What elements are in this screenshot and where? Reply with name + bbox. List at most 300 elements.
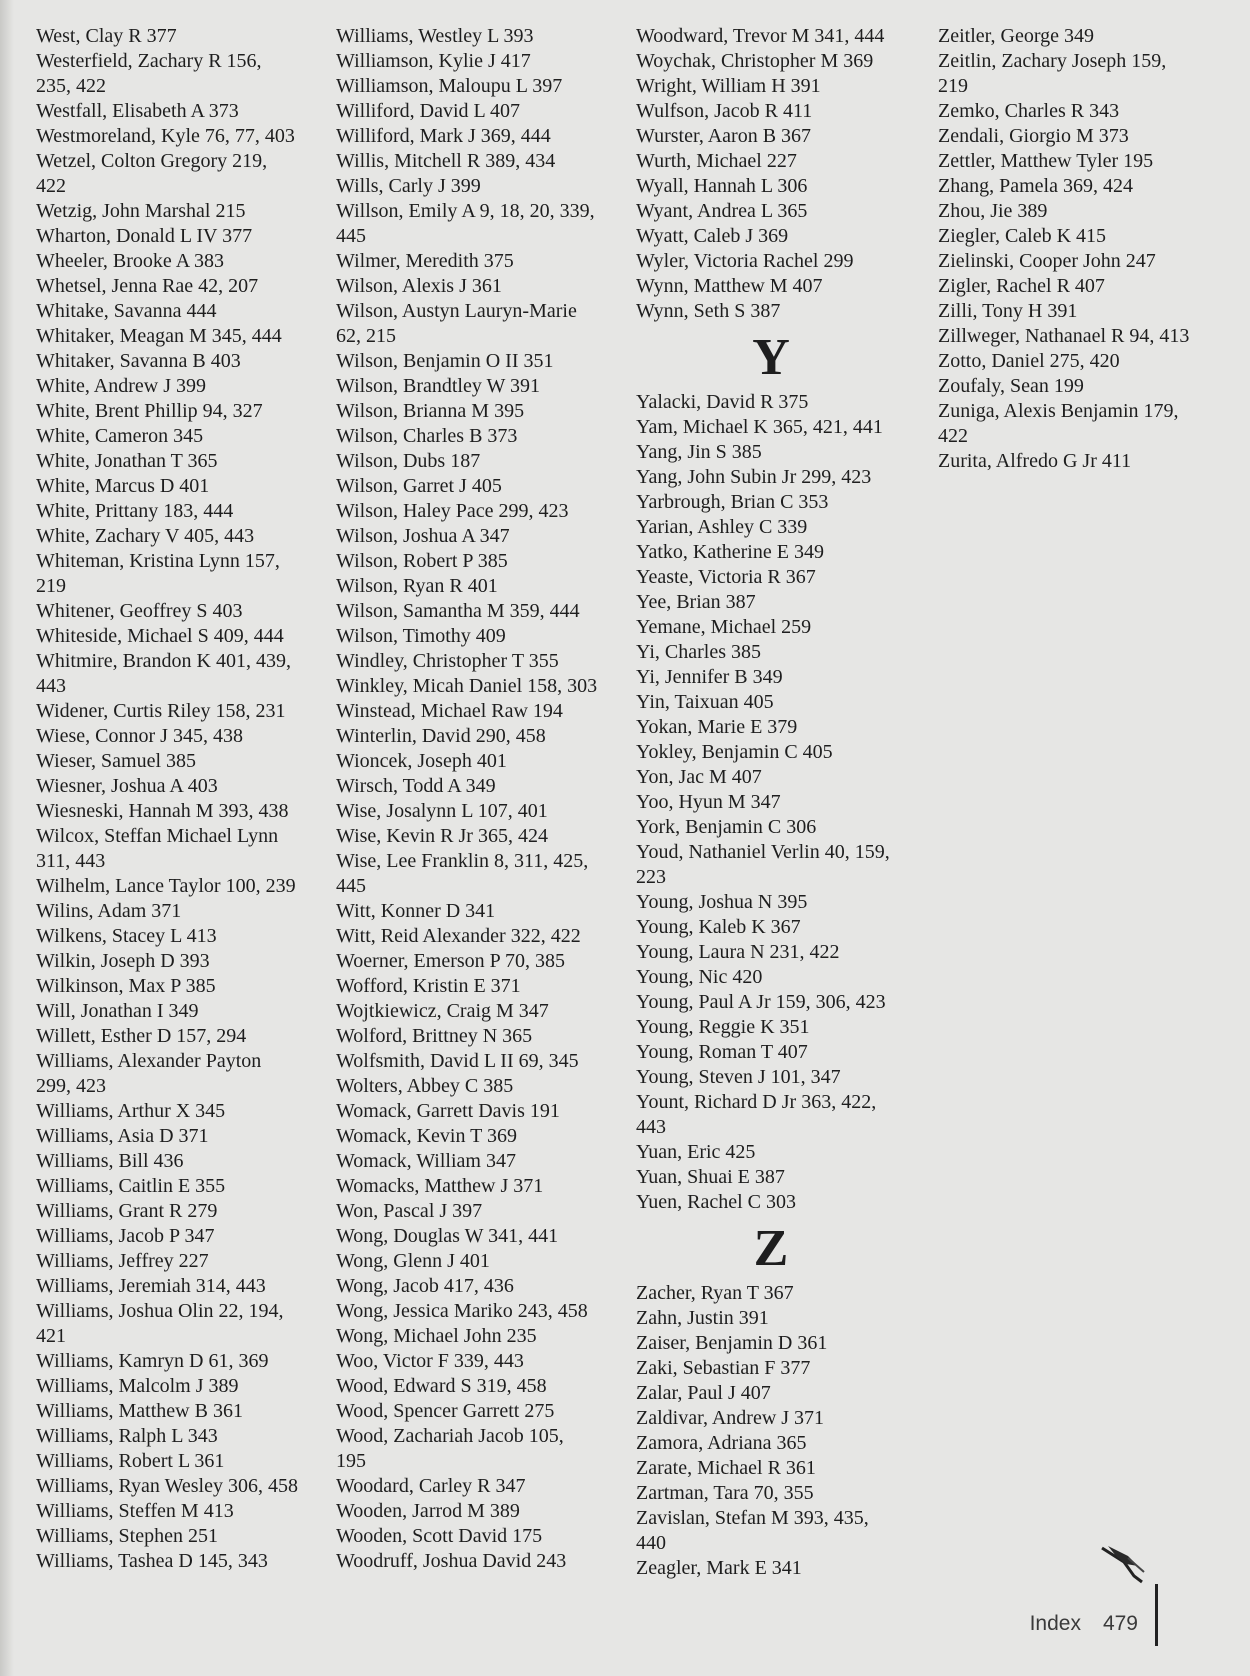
- index-entry: [336, 49, 626, 74]
- index-entry: [636, 815, 926, 840]
- index-entry-text: Williams, Grant R 279: [36, 1200, 218, 1222]
- index-entry-text: Young, Kaleb K 367: [636, 916, 801, 938]
- index-entry: [36, 1099, 326, 1124]
- index-entry: [36, 1149, 326, 1174]
- index-entry: [636, 1481, 926, 1506]
- index-entry-text: Wilhelm, Lance Taylor 100, 239: [36, 875, 296, 897]
- index-entry-continuation: 62, 215: [336, 325, 396, 347]
- index-entry: [336, 499, 626, 524]
- section-letter: Z: [753, 1220, 789, 1277]
- index-entry: [636, 965, 926, 990]
- index-entry-text: Young, Paul A Jr 159, 306, 423: [636, 991, 886, 1013]
- index-entry: [36, 949, 326, 974]
- index-entry-text: Yang, Jin S 385: [636, 441, 762, 463]
- index-entry-text: Zendali, Giorgio M 373: [938, 125, 1129, 147]
- index-column-2: [336, 24, 626, 1574]
- index-entry: [938, 149, 1228, 174]
- index-entry: [636, 940, 926, 965]
- index-entry: [636, 1065, 926, 1090]
- index-entry: [336, 249, 626, 274]
- index-entry: [336, 424, 626, 449]
- index-column-3: [636, 24, 926, 1581]
- index-entry: [336, 1499, 626, 1524]
- index-entry: [336, 1074, 626, 1099]
- index-entry-text: Wilson, Ryan R 401: [336, 575, 498, 597]
- index-entry: [336, 624, 626, 649]
- index-entry: [36, 649, 326, 699]
- index-entry: [636, 24, 926, 49]
- index-entry: [36, 1449, 326, 1474]
- index-entry-text: Wojtkiewicz, Craig M 347: [336, 1000, 549, 1022]
- index-entry: [636, 1406, 926, 1431]
- index-entry: [636, 390, 926, 415]
- index-entry: [36, 1349, 326, 1374]
- index-entry: [636, 415, 926, 440]
- index-entry-text: Williams, Robert L 361: [36, 1450, 225, 1472]
- index-entry: [36, 749, 326, 774]
- index-entry-text: Wong, Douglas W 341, 441: [336, 1225, 559, 1247]
- index-entry: [36, 999, 326, 1024]
- index-entry: [336, 74, 626, 99]
- index-entry-text: Ziegler, Caleb K 415: [938, 225, 1107, 247]
- index-entry: [636, 540, 926, 565]
- index-entry-text: Wiese, Connor J 345, 438: [36, 725, 243, 747]
- index-entry: [336, 1024, 626, 1049]
- index-entry: [36, 824, 326, 874]
- index-entry-text: Wilson, Robert P 385: [336, 550, 508, 572]
- index-entry-text: White, Prittany 183, 444: [36, 500, 234, 522]
- index-entry: [636, 1381, 926, 1406]
- index-entry-text: Witt, Reid Alexander 322, 422: [336, 925, 581, 947]
- index-entry: [938, 249, 1228, 274]
- index-entry-continuation: 299, 423: [36, 1075, 106, 1097]
- index-entry-text: Wiesner, Joshua A 403: [36, 775, 218, 797]
- index-entry-text: Winterlin, David 290, 458: [336, 725, 546, 747]
- index-entry-text: Wong, Jacob 417, 436: [336, 1275, 514, 1297]
- index-entry: [36, 149, 326, 199]
- index-entry-text: Whiteside, Michael S 409, 444: [36, 625, 284, 647]
- index-entry-text: Zacher, Ryan T 367: [636, 1282, 794, 1304]
- index-entry-text: Wood, Edward S 319, 458: [336, 1375, 547, 1397]
- section-letter: Y: [752, 329, 790, 386]
- index-entry: [36, 924, 326, 949]
- index-entry-continuation: 223: [636, 866, 666, 888]
- index-entry: [336, 899, 626, 924]
- index-entry: [36, 774, 326, 799]
- index-entry-text: Yuen, Rachel C 303: [636, 1191, 796, 1213]
- index-entry: [36, 874, 326, 899]
- index-entry-text: Williford, Mark J 369, 444: [336, 125, 551, 147]
- index-entry-text: White, Zachary V 405, 443: [36, 525, 255, 547]
- index-entry: [36, 699, 326, 724]
- index-entry: [336, 1374, 626, 1399]
- index-entry: [336, 174, 626, 199]
- index-entry: [336, 199, 626, 249]
- index-entry: [938, 124, 1228, 149]
- index-column-4: [938, 24, 1228, 474]
- index-entry: [336, 1524, 626, 1549]
- index-entry-text: Williams, Steffen M 413: [36, 1500, 234, 1522]
- index-entry: [636, 74, 926, 99]
- index-entry: [636, 565, 926, 590]
- index-entry: [938, 349, 1228, 374]
- index-entry-text: Wetzig, John Marshal 215: [36, 200, 246, 222]
- index-entry-text: Williams, Kamryn D 61, 369: [36, 1350, 269, 1372]
- index-entry: [636, 224, 926, 249]
- index-entry-text: Zettler, Matthew Tyler 195: [938, 150, 1154, 172]
- index-entry: [938, 399, 1228, 449]
- index-entry: [36, 1374, 326, 1399]
- index-entry-continuation: 219: [938, 75, 968, 97]
- index-entry-text: Wooden, Scott David 175: [336, 1525, 543, 1547]
- index-entry: [636, 1306, 926, 1331]
- index-entry-continuation: 422: [938, 425, 968, 447]
- index-entry: [336, 949, 626, 974]
- index-entry-text: Wharton, Donald L IV 377: [36, 225, 253, 247]
- index-entry: [636, 440, 926, 465]
- index-entry-continuation: 443: [36, 675, 66, 697]
- index-entry-text: Westfall, Elisabeth A 373: [36, 100, 239, 122]
- index-entry: [36, 1199, 326, 1224]
- index-entry-text: Wright, William H 391: [636, 75, 821, 97]
- index-entry: [336, 1149, 626, 1174]
- index-entry-text: Zarate, Michael R 361: [636, 1457, 816, 1479]
- index-entry-text: Zuniga, Alexis Benjamin 179,: [938, 400, 1179, 422]
- index-entry-text: Zalar, Paul J 407: [636, 1382, 771, 1404]
- index-entry: [336, 374, 626, 399]
- index-entry: [36, 124, 326, 149]
- index-entry-text: Wurster, Aaron B 367: [636, 125, 812, 147]
- index-entry: [36, 1249, 326, 1274]
- index-entry-text: Wolford, Brittney N 365: [336, 1025, 533, 1047]
- index-entry-text: Williams, Alexander Payton: [36, 1050, 262, 1072]
- index-entry: [336, 524, 626, 549]
- index-entry: [336, 1049, 626, 1074]
- index-entry: [636, 915, 926, 940]
- index-entry: [36, 1274, 326, 1299]
- index-entry: [636, 615, 926, 640]
- index-entry-text: Wiesneski, Hannah M 393, 438: [36, 800, 289, 822]
- index-entry-text: White, Cameron 345: [36, 425, 204, 447]
- index-entry: [36, 49, 326, 99]
- index-entry: [36, 1174, 326, 1199]
- index-entry: [636, 1040, 926, 1065]
- index-entry-text: Yang, John Subin Jr 299, 423: [636, 466, 872, 488]
- index-entry: [636, 1140, 926, 1165]
- index-entry-text: Yarbrough, Brian C 353: [636, 491, 829, 513]
- index-entry: [36, 1049, 326, 1099]
- index-entry-text: Wilson, Benjamin O II 351: [336, 350, 554, 372]
- index-entry-text: Zielinski, Cooper John 247: [938, 250, 1156, 272]
- index-entry: [36, 724, 326, 749]
- index-entry: [36, 249, 326, 274]
- index-entry-text: Yarian, Ashley C 339: [636, 516, 808, 538]
- index-entry-text: Williams, Ryan Wesley 306, 458: [36, 1475, 298, 1497]
- index-entry-text: Williamson, Kylie J 417: [336, 50, 531, 72]
- index-entry-text: Wise, Kevin R Jr 365, 424: [336, 825, 548, 847]
- index-entry-text: Williamson, Maloupu L 397: [336, 75, 563, 97]
- index-entry-text: Wills, Carly J 399: [336, 175, 481, 197]
- index-entry-text: Wyatt, Caleb J 369: [636, 225, 789, 247]
- index-entry: [938, 299, 1228, 324]
- index-entry: [336, 799, 626, 824]
- index-entry-text: Zahn, Justin 391: [636, 1307, 769, 1329]
- index-entry: [636, 490, 926, 515]
- index-entry-text: Zhou, Jie 389: [938, 200, 1048, 222]
- index-entry-text: Zeitlin, Zachary Joseph 159,: [938, 50, 1167, 72]
- index-entry: [336, 849, 626, 899]
- index-entry-text: Wong, Glenn J 401: [336, 1250, 490, 1272]
- index-entry: [36, 99, 326, 124]
- index-entry-text: Yemane, Michael 259: [636, 616, 812, 638]
- index-entry: [336, 1099, 626, 1124]
- index-entry: [336, 149, 626, 174]
- index-entry: [636, 690, 926, 715]
- index-entry-text: York, Benjamin C 306: [636, 816, 817, 838]
- index-entry-text: Wood, Spencer Garrett 275: [336, 1400, 555, 1422]
- index-entry-text: Widener, Curtis Riley 158, 231: [36, 700, 286, 722]
- index-entry-text: Yatko, Katherine E 349: [636, 541, 824, 563]
- index-entry-text: Winstead, Michael Raw 194: [336, 700, 563, 722]
- index-entry: [336, 924, 626, 949]
- index-entry-text: Zaiser, Benjamin D 361: [636, 1332, 828, 1354]
- index-entry: [36, 1124, 326, 1149]
- index-entry-text: Yuan, Eric 425: [636, 1141, 756, 1163]
- index-columns: [26, 24, 1226, 1604]
- index-entry: [336, 99, 626, 124]
- index-entry: [636, 299, 926, 324]
- index-entry-text: White, Brent Phillip 94, 327: [36, 400, 263, 422]
- index-entry-text: Zavislan, Stefan M 393, 435,: [636, 1507, 869, 1529]
- index-entry-text: Young, Nic 420: [636, 966, 763, 988]
- index-entry-text: Won, Pascal J 397: [336, 1200, 483, 1222]
- index-entry-text: Womack, William 347: [336, 1150, 516, 1172]
- index-entry-continuation: 219: [36, 575, 66, 597]
- page-footer: [1008, 1612, 1138, 1636]
- index-entry: [636, 274, 926, 299]
- index-entry: [636, 665, 926, 690]
- index-entry-text: Williams, Westley L 393: [336, 25, 534, 47]
- index-entry-text: Willis, Mitchell R 389, 434: [336, 150, 556, 172]
- index-entry-continuation: 235, 422: [36, 75, 106, 97]
- index-entry: [336, 674, 626, 699]
- index-entry: [336, 649, 626, 674]
- index-entry: [938, 49, 1228, 99]
- index-entry-text: Wynn, Matthew M 407: [636, 275, 823, 297]
- index-entry: [36, 374, 326, 399]
- index-entry-text: Wilson, Haley Pace 299, 423: [336, 500, 569, 522]
- index-entry: [36, 224, 326, 249]
- index-entry: [938, 99, 1228, 124]
- footer-section-label: Index: [1029, 1612, 1081, 1635]
- index-entry: [36, 624, 326, 649]
- index-entry-text: Williams, Caitlin E 355: [36, 1175, 226, 1197]
- index-entry: [636, 174, 926, 199]
- index-entry: [636, 715, 926, 740]
- index-entry-text: Whitmire, Brandon K 401, 439,: [36, 650, 291, 672]
- index-entry-text: Zaldivar, Andrew J 371: [636, 1407, 825, 1429]
- index-entry: [36, 424, 326, 449]
- index-entry: [636, 1281, 926, 1306]
- index-entry-text: Williams, Matthew B 361: [36, 1400, 243, 1422]
- index-entry-text: Wilson, Brandtley W 391: [336, 375, 540, 397]
- index-entry-text: Williams, Ralph L 343: [36, 1425, 218, 1447]
- index-entry-text: Yuan, Shuai E 387: [636, 1166, 785, 1188]
- index-entry-text: Wilson, Timothy 409: [336, 625, 506, 647]
- index-entry-text: Wilson, Joshua A 347: [336, 525, 510, 547]
- index-entry-continuation: 443: [636, 1116, 666, 1138]
- index-entry-text: Wyall, Hannah L 306: [636, 175, 808, 197]
- index-entry: [36, 324, 326, 349]
- index-entry: [636, 515, 926, 540]
- index-entry: [36, 1424, 326, 1449]
- index-entry: [636, 1556, 926, 1581]
- index-entry: [938, 174, 1228, 199]
- index-entry-text: Williams, Jeffrey 227: [36, 1250, 209, 1272]
- index-entry-text: Womack, Garrett Davis 191: [336, 1100, 560, 1122]
- index-entry-text: Young, Laura N 231, 422: [636, 941, 840, 963]
- index-entry: [36, 449, 326, 474]
- index-entry-text: Yon, Jac M 407: [636, 766, 762, 788]
- index-entry-text: Woodruff, Joshua David 243: [336, 1550, 567, 1572]
- index-entry: [336, 974, 626, 999]
- index-entry: [36, 1549, 326, 1574]
- index-entry: [938, 449, 1228, 474]
- index-entry: [336, 1199, 626, 1224]
- index-entry: [636, 840, 926, 890]
- index-entry-text: Wilkin, Joseph D 393: [36, 950, 210, 972]
- index-entry-text: Williams, Malcolm J 389: [36, 1375, 239, 1397]
- index-entry-text: Wofford, Kristin E 371: [336, 975, 521, 997]
- index-entry: [336, 124, 626, 149]
- index-entry-text: Zigler, Rachel R 407: [938, 275, 1105, 297]
- index-entry-text: Williford, David L 407: [336, 100, 520, 122]
- index-entry-text: Woerner, Emerson P 70, 385: [336, 950, 566, 972]
- index-entry-text: White, Jonathan T 365: [36, 450, 218, 472]
- index-entry-text: Yeaste, Victoria R 367: [636, 566, 816, 588]
- index-entry: [36, 24, 326, 49]
- index-entry-text: Young, Steven J 101, 347: [636, 1066, 841, 1088]
- index-entry: [36, 1224, 326, 1249]
- index-entry: [336, 1424, 626, 1474]
- index-entry: [636, 249, 926, 274]
- index-entry-text: Williams, Bill 436: [36, 1150, 184, 1172]
- index-entry: [636, 640, 926, 665]
- index-column-1: [36, 24, 326, 1574]
- index-entry: [336, 1399, 626, 1424]
- index-entry: [336, 749, 626, 774]
- index-entry: [336, 724, 626, 749]
- index-entry: [636, 1456, 926, 1481]
- index-entry-text: Wilson, Austyn Lauryn-Marie: [336, 300, 577, 322]
- index-entry-text: Yi, Jennifer B 349: [636, 666, 783, 688]
- index-entry-text: Willett, Esther D 157, 294: [36, 1025, 247, 1047]
- index-entry-text: Wyler, Victoria Rachel 299: [636, 250, 854, 272]
- index-entry-text: Whetsel, Jenna Rae 42, 207: [36, 275, 259, 297]
- index-entry-text: Whitaker, Savanna B 403: [36, 350, 241, 372]
- index-entry-text: Wise, Josalynn L 107, 401: [336, 800, 548, 822]
- index-entry-text: Wilson, Alexis J 361: [336, 275, 502, 297]
- index-entry: [36, 1499, 326, 1524]
- index-entry-text: Yam, Michael K 365, 421, 441: [636, 416, 883, 438]
- index-entry-text: Young, Roman T 407: [636, 1041, 808, 1063]
- index-entry: [938, 199, 1228, 224]
- index-entry-text: Yin, Taixuan 405: [636, 691, 774, 713]
- index-entry: [636, 49, 926, 74]
- index-entry: [938, 274, 1228, 299]
- index-entry: [938, 374, 1228, 399]
- index-entry-text: West, Clay R 377: [36, 25, 177, 47]
- index-entry: [336, 599, 626, 624]
- index-entry-text: Yokan, Marie E 379: [636, 716, 798, 738]
- index-entry-text: Whiteman, Kristina Lynn 157,: [36, 550, 280, 572]
- index-entry: [336, 1274, 626, 1299]
- index-entry-text: Wong, Jessica Mariko 243, 458: [336, 1300, 588, 1322]
- index-entry-text: Wirsch, Todd A 349: [336, 775, 496, 797]
- index-entry-text: Woychak, Christopher M 369: [636, 50, 874, 72]
- index-entry: [636, 465, 926, 490]
- index-entry-text: Whitener, Geoffrey S 403: [36, 600, 243, 622]
- index-entry-text: Wilkinson, Max P 385: [36, 975, 216, 997]
- index-entry-continuation: 311, 443: [36, 850, 106, 872]
- index-entry-text: White, Marcus D 401: [36, 475, 210, 497]
- index-entry: [336, 1249, 626, 1274]
- index-entry: [36, 1024, 326, 1049]
- index-entry-text: Woo, Victor F 339, 443: [336, 1350, 524, 1372]
- index-entry-text: Williams, Tashea D 145, 343: [36, 1550, 268, 1572]
- index-entry-text: Wise, Lee Franklin 8, 311, 425,: [336, 850, 589, 872]
- index-entry-text: Zemko, Charles R 343: [938, 100, 1120, 122]
- index-entry: [336, 549, 626, 574]
- index-entry-text: Wilson, Charles B 373: [336, 425, 518, 447]
- index-entry: [336, 1224, 626, 1249]
- index-entry: [336, 574, 626, 599]
- index-entry-text: Wyant, Andrea L 365: [636, 200, 808, 222]
- index-entry-text: Wood, Zachariah Jacob 105,: [336, 1425, 564, 1447]
- index-entry: [636, 1165, 926, 1190]
- index-entry: [36, 1524, 326, 1549]
- index-entry-text: Young, Joshua N 395: [636, 891, 808, 913]
- index-entry-text: Wilson, Dubs 187: [336, 450, 481, 472]
- index-entry: [36, 1474, 326, 1499]
- index-entry: [36, 524, 326, 549]
- pennant-flag-icon: [1098, 1542, 1150, 1584]
- index-entry: [336, 474, 626, 499]
- index-entry: [636, 1190, 926, 1215]
- index-entry: [636, 199, 926, 224]
- index-entry-text: Wilson, Brianna M 395: [336, 400, 525, 422]
- index-entry-text: Yalacki, David R 375: [636, 391, 809, 413]
- index-entry: [636, 99, 926, 124]
- index-entry: [36, 899, 326, 924]
- index-entry: [336, 1549, 626, 1574]
- index-entry-continuation: 445: [336, 875, 366, 897]
- index-entry-text: Whitaker, Meagan M 345, 444: [36, 325, 282, 347]
- index-entry: [336, 1324, 626, 1349]
- index-entry-text: Williams, Jacob P 347: [36, 1225, 215, 1247]
- index-entry: [636, 1331, 926, 1356]
- index-entry: [336, 24, 626, 49]
- index-entry-text: Williams, Stephen 251: [36, 1525, 218, 1547]
- index-entry: [36, 474, 326, 499]
- index-entry-text: Zaki, Sebastian F 377: [636, 1357, 811, 1379]
- index-entry: [36, 499, 326, 524]
- index-entry-text: Zeagler, Mark E 341: [636, 1557, 802, 1579]
- index-entry: [938, 24, 1228, 49]
- index-entry: [36, 199, 326, 224]
- index-entry-text: Yount, Richard D Jr 363, 422,: [636, 1091, 877, 1113]
- index-entry-text: Wooden, Jarrod M 389: [336, 1500, 520, 1522]
